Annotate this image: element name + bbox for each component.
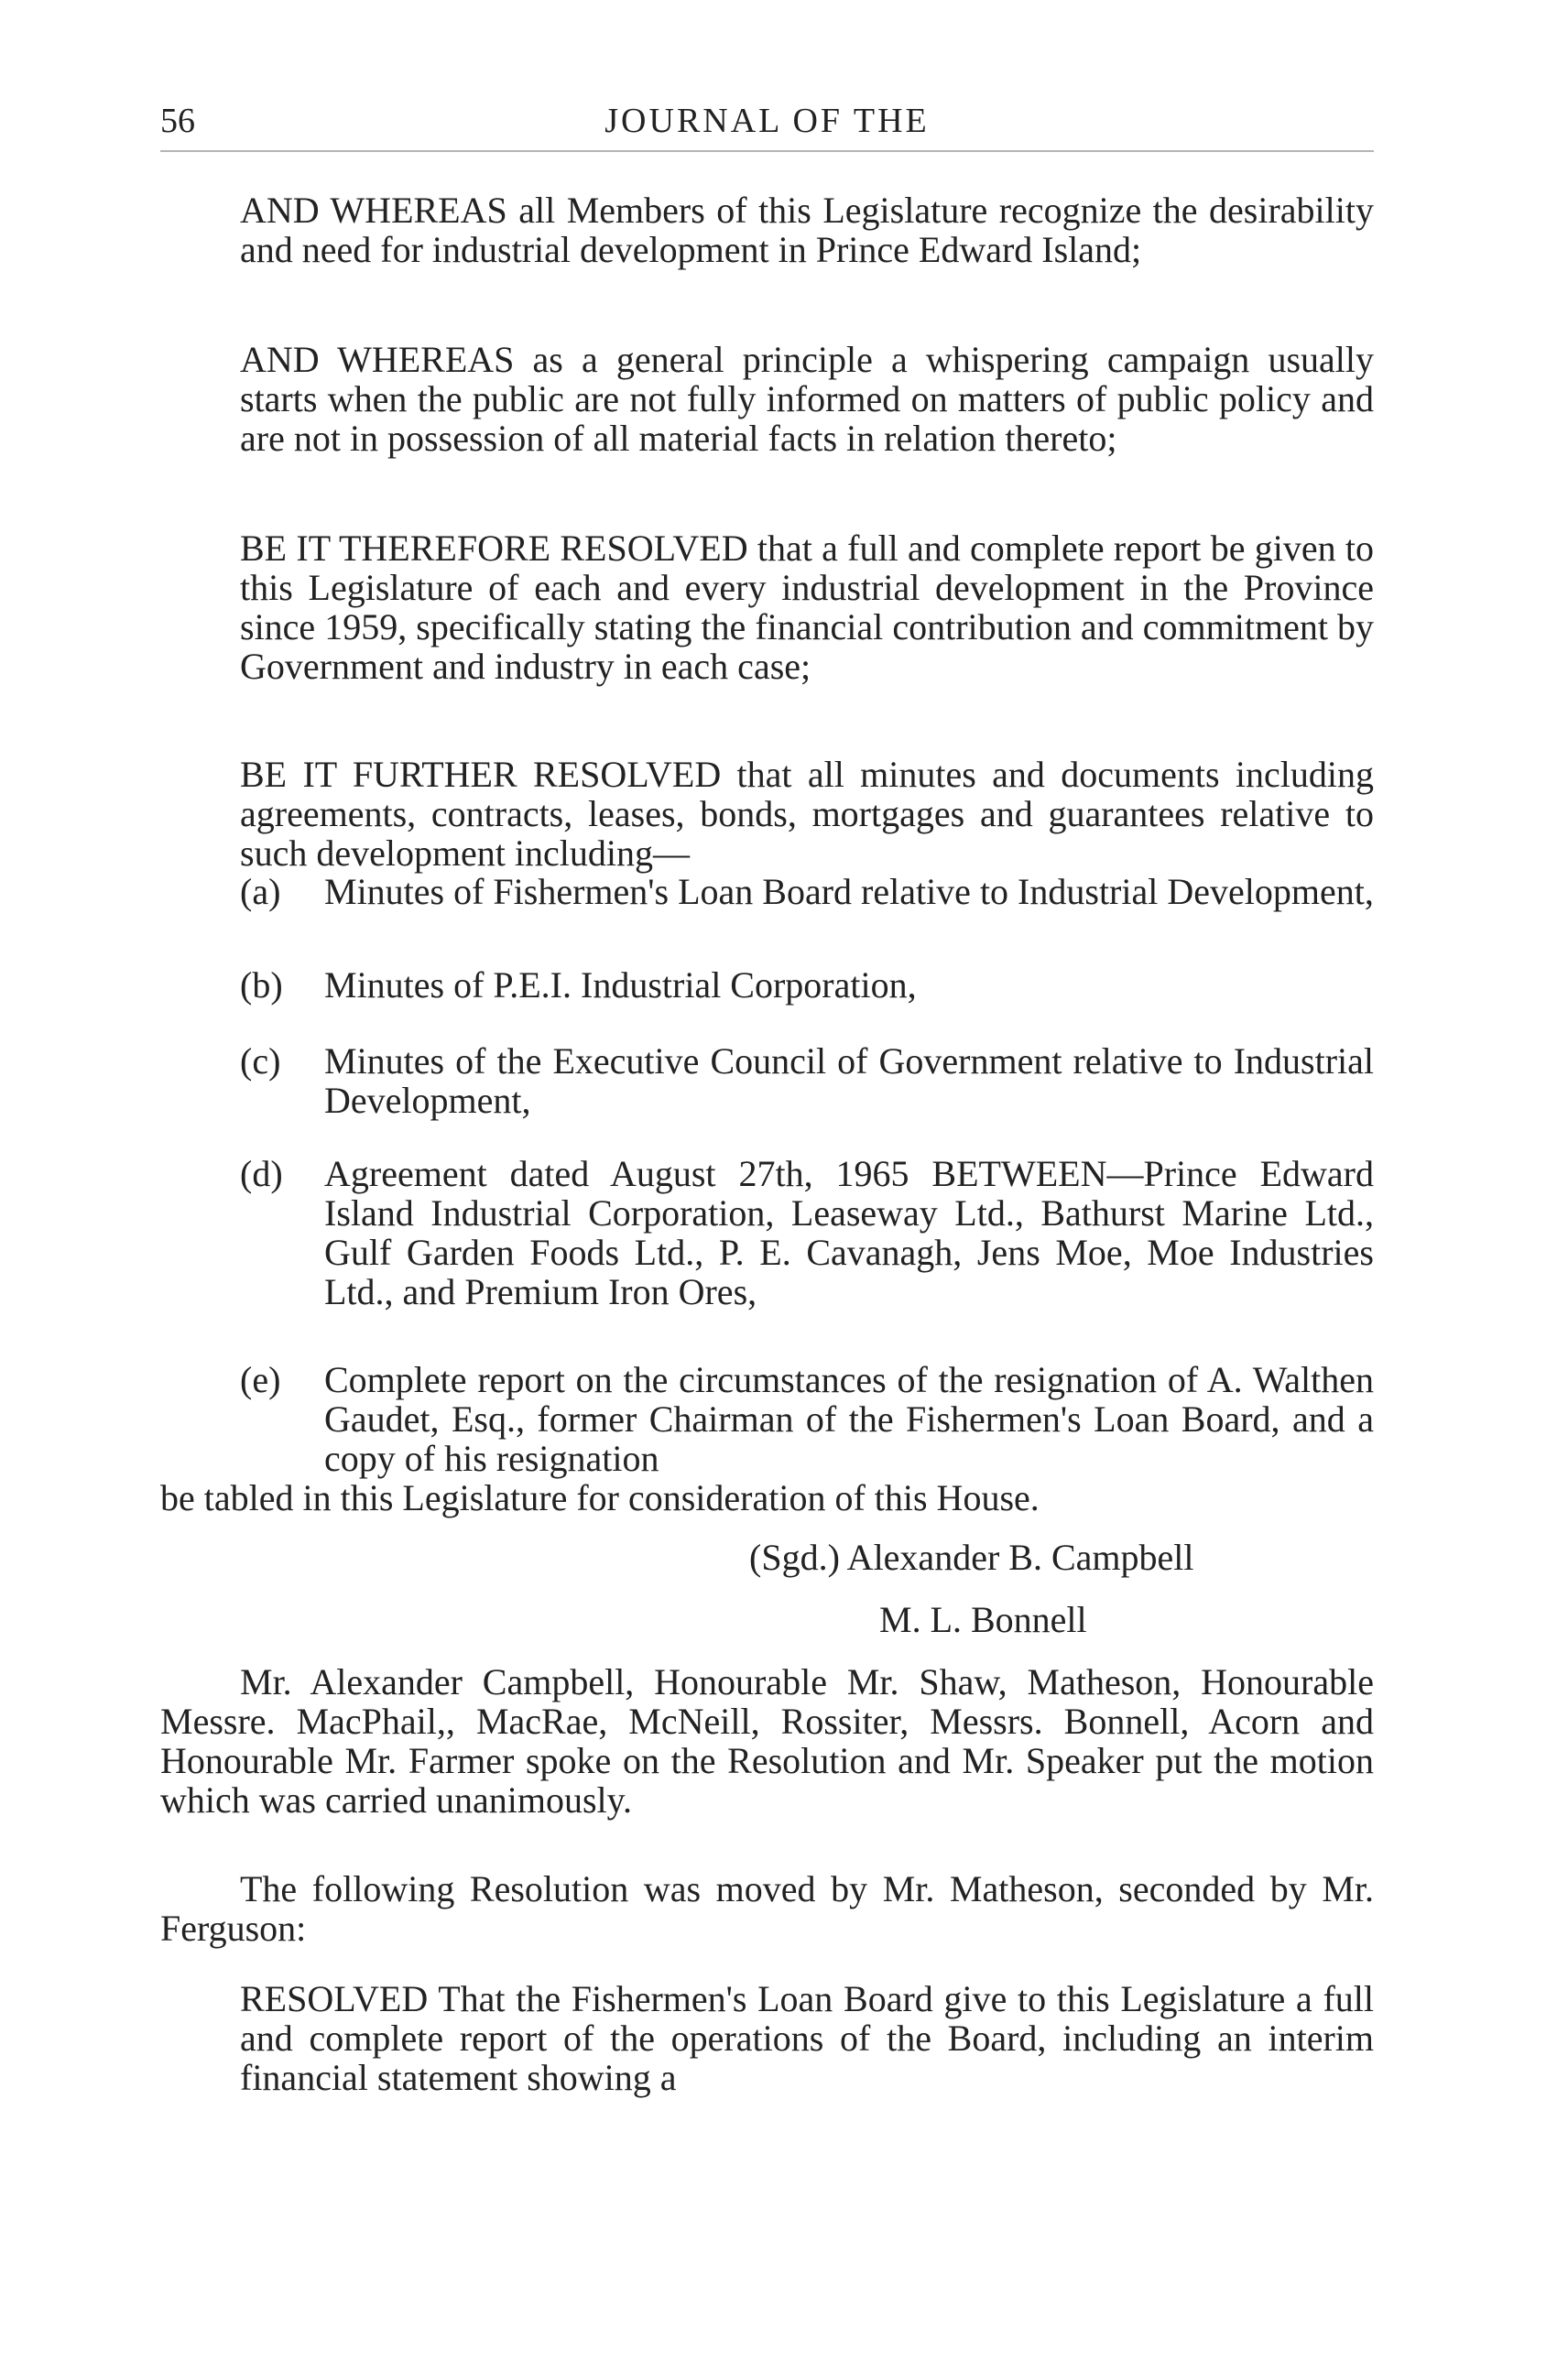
page-header xyxy=(160,99,1374,152)
list-item-marker: (b) xyxy=(240,964,283,1006)
running-title: JOURNAL OF THE xyxy=(604,102,930,140)
list-item-marker: (a) xyxy=(240,871,281,912)
resolved-paragraph-2: BE IT FURTHER RESOLVED that all minutes and documents including agreements, contracts, leases, bonds, mortgages and guarantees relative to such development including— xyxy=(240,754,1374,874)
list-item-c xyxy=(240,1041,1374,1120)
motion-intro-paragraph: The following Resolution was moved by Mr. Matheson, seconded by Mr. Ferguson: xyxy=(160,1868,1374,1949)
resolved-paragraph-1: BE IT THEREFORE RESOLVED that a full and complete report be given to this Legislature of each and every industrial development in the Province since 1959, specifically stating the financial contribution and commitment by Government and industry in each case; xyxy=(240,527,1374,687)
page-number: 56 xyxy=(160,102,195,140)
whereas-paragraph-1: AND WHEREAS all Members of this Legislature recognize the desirability and need for industrial development in Prince Edward Island; xyxy=(240,190,1374,270)
list-item-marker: (d) xyxy=(240,1153,283,1194)
list-item-text: Minutes of the Executive Council of Government relative to Industrial Development, xyxy=(324,1040,1374,1121)
list-item-text: Minutes of Fishermen's Loan Board relative to Industrial Development, xyxy=(324,871,1374,912)
signature-campbell: (Sgd.) Alexander B. Campbell xyxy=(749,1537,1194,1578)
closing-line: be tabled in this Legislature for consideration of this House. xyxy=(160,1477,1040,1518)
whereas-paragraph-2: AND WHEREAS as a general principle a whispering campaign usually starts when the public are not fully informed on matters of public policy and are not in possession of all material facts in relation thereto; xyxy=(240,339,1374,459)
resolved-fishermen-paragraph: RESOLVED That the Fishermen's Loan Board give to this Legislature a full and complete report of the operations of the Board, including an interim financial statement showing a xyxy=(240,1978,1374,2098)
debate-paragraph: Mr. Alexander Campbell, Honourable Mr. Shaw, Matheson, Honourable Messre. MacPhail,, MacRae, McNeill, Rossiter, Messrs. Bonnell, Acorn and Honourable Mr. Farmer spoke on the Resolution and Mr. Speaker put the motion which was carried unanimously. xyxy=(160,1661,1374,1821)
list-item-b xyxy=(240,965,1374,1005)
list-item-a xyxy=(240,872,1374,911)
list-item-marker: (e) xyxy=(240,1359,281,1400)
list-item-text: Complete report on the circumstances of the resignation of A. Walthen Gaudet, Esq., former Chairman of the Fishermen's Loan Board, and a copy of his resignation xyxy=(324,1359,1374,1479)
list-item-e xyxy=(240,1360,1374,1478)
signature-bonnell: M. L. Bonnell xyxy=(879,1599,1087,1640)
list-item-text: Agreement dated August 27th, 1965 BETWEEN—Prince Edward Island Industrial Corporation, Leaseway Ltd., Bathurst Marine Ltd., Gulf Garden Foods Ltd., P. E. Cavanagh, Jens Moe, Moe Industries Ltd., and Premium Iron Ores, xyxy=(324,1153,1374,1312)
list-item-text: Minutes of P.E.I. Industrial Corporation, xyxy=(324,964,917,1006)
list-item-d xyxy=(240,1154,1374,1311)
list-item-marker: (c) xyxy=(240,1040,281,1082)
